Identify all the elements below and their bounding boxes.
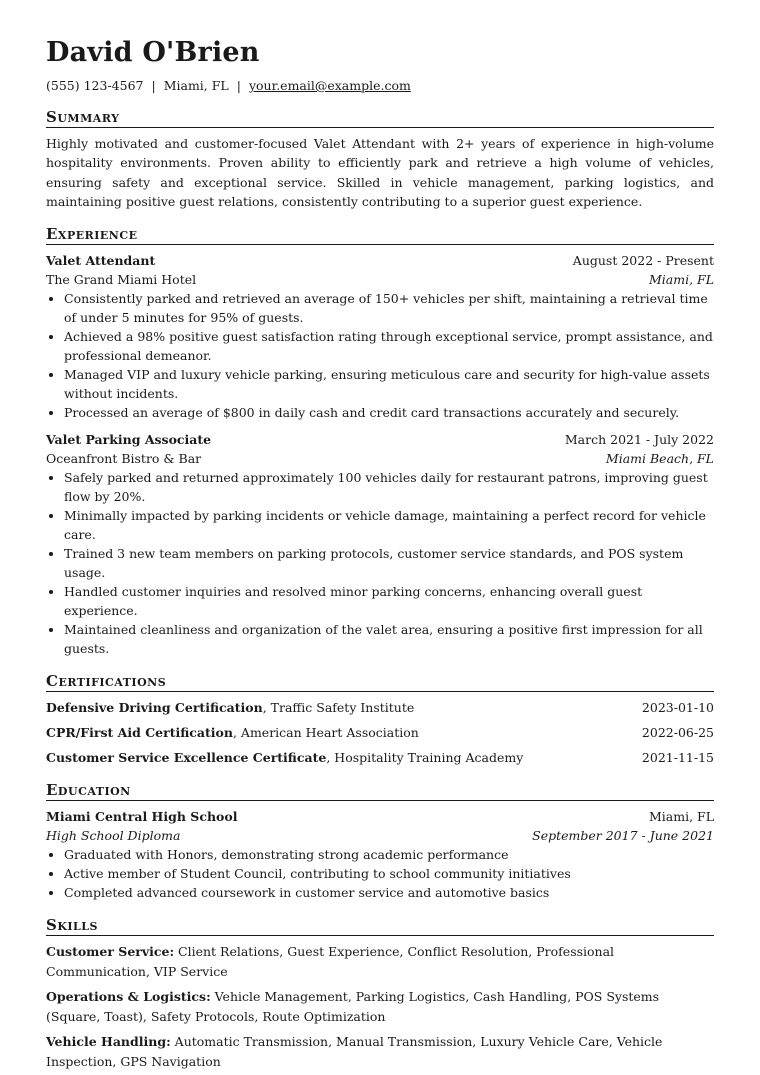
certification-name: Defensive Driving Certification bbox=[46, 700, 263, 716]
certification-name: CPR/First Aid Certification bbox=[46, 725, 233, 741]
certification-name: Customer Service Excellence Certificate bbox=[46, 750, 327, 766]
certification-issuer: , American Heart Association bbox=[232, 725, 419, 741]
section-title-education: Education bbox=[46, 781, 714, 801]
section-title-certifications: Certifications bbox=[46, 672, 714, 692]
contact-line bbox=[46, 78, 714, 94]
certification-row bbox=[46, 748, 714, 767]
job-bullets bbox=[46, 289, 714, 422]
job-dates: August 2022 - Present bbox=[572, 253, 714, 269]
contact-separator: | bbox=[151, 78, 156, 93]
job-company: The Grand Miami Hotel bbox=[46, 272, 197, 288]
education-location: Miami, FL bbox=[648, 809, 714, 825]
skill-group bbox=[46, 987, 714, 1026]
education-entry bbox=[46, 807, 714, 902]
contact-location: Miami, FL bbox=[163, 78, 229, 93]
list-item: • Trained 3 new team members on parking protocols, customer service standards, and POS system usage. bbox=[64, 544, 714, 582]
certification-date: 2021-11-15 bbox=[641, 750, 714, 766]
list-item: • Consistently parked and retrieved an average of 150+ vehicles per shift, maintaining a retrieval time of under 5 minutes for 95% of guests. bbox=[64, 289, 714, 327]
job-location: Miami Beach, FL bbox=[605, 451, 714, 467]
education-school: Miami Central High School bbox=[46, 809, 238, 825]
summary-text: Highly motivated and customer-focused Valet Attendant with 2+ years of experience in high-volume hospitality environments. Proven ability to efficiently park and retrieve a high volume of vehicles, ensuring safety and exceptional service. Skilled in vehicle management, parking logistics, and maintaining positive guest relations, consistently contributing to a superior guest experience. bbox=[46, 136, 714, 209]
contact-email-link[interactable]: your.email@example.com bbox=[248, 78, 411, 93]
list-item: • Managed VIP and luxury vehicle parking, ensuring meticulous care and security for high-value assets without incidents. bbox=[64, 365, 714, 403]
certifications-list bbox=[46, 698, 714, 767]
skill-text: Client Relations, Guest Experience, Conflict Resolution, Professional Communication, VIP Service bbox=[46, 944, 615, 979]
section-title-skills: Skills bbox=[46, 916, 714, 936]
list-item: • Graduated with Honors, demonstrating strong academic performance bbox=[64, 845, 714, 864]
list-item: • Safely parked and returned approximately 100 vehicles daily for restaurant patrons, improving guest flow by 20%. bbox=[64, 468, 714, 506]
skill-label: Customer Service: bbox=[46, 944, 175, 960]
section-title-experience: Experience bbox=[46, 225, 714, 245]
skill-label: Vehicle Handling: bbox=[46, 1034, 171, 1050]
job-company: Oceanfront Bistro & Bar bbox=[46, 451, 202, 467]
list-item: • Minimally impacted by parking incidents or vehicle damage, maintaining a perfect record for vehicle care. bbox=[64, 506, 714, 544]
certification-date: 2022-06-25 bbox=[641, 725, 714, 741]
job-bullets bbox=[46, 468, 714, 658]
skill-label: Operations & Logistics: bbox=[46, 989, 211, 1005]
skill-text: Vehicle Management, Parking Logistics, Cash Handling, POS Systems (Square, Toast), Safety Protocols, Route Optimization bbox=[46, 989, 660, 1024]
skill-text: Automatic Transmission, Manual Transmission, Luxury Vehicle Care, Vehicle Inspection, GPS Navigation bbox=[46, 1034, 663, 1069]
skills-list bbox=[46, 942, 714, 1071]
experience-entry bbox=[46, 251, 714, 422]
certification-row bbox=[46, 723, 714, 742]
list-item: • Maintained cleanliness and organization of the valet area, ensuring a positive first impression for all guests. bbox=[64, 620, 714, 658]
contact-phone: (555) 123-4567 bbox=[46, 78, 144, 93]
certification-issuer: , Traffic Safety Institute bbox=[262, 700, 415, 716]
education-dates: September 2017 - June 2021 bbox=[532, 828, 714, 844]
job-location: Miami, FL bbox=[648, 272, 714, 288]
skill-group bbox=[46, 942, 714, 981]
experience-entry bbox=[46, 430, 714, 658]
certification-date: 2023-01-10 bbox=[641, 700, 714, 716]
education-degree: High School Diploma bbox=[46, 828, 181, 844]
job-title: Valet Attendant bbox=[46, 253, 156, 269]
candidate-name: David O'Brien bbox=[46, 37, 260, 68]
education-bullets bbox=[46, 845, 714, 902]
list-item: • Processed an average of $800 in daily cash and credit card transactions accurately and securely. bbox=[64, 403, 714, 422]
skill-group bbox=[46, 1032, 714, 1071]
section-title-summary: Summary bbox=[46, 108, 714, 128]
certification-issuer: , Hospitality Training Academy bbox=[326, 750, 524, 766]
list-item: • Active member of Student Council, contributing to school community initiatives bbox=[64, 864, 714, 883]
list-item: • Achieved a 98% positive guest satisfaction rating through exceptional service, prompt assistance, and professional demeanor. bbox=[64, 327, 714, 365]
job-title: Valet Parking Associate bbox=[46, 432, 212, 448]
certification-row bbox=[46, 698, 714, 717]
list-item: • Handled customer inquiries and resolved minor parking concerns, enhancing overall guest experience. bbox=[64, 582, 714, 620]
contact-separator: | bbox=[236, 78, 241, 93]
job-dates: March 2021 - July 2022 bbox=[564, 432, 714, 448]
list-item: • Completed advanced coursework in customer service and automotive basics bbox=[64, 883, 714, 902]
